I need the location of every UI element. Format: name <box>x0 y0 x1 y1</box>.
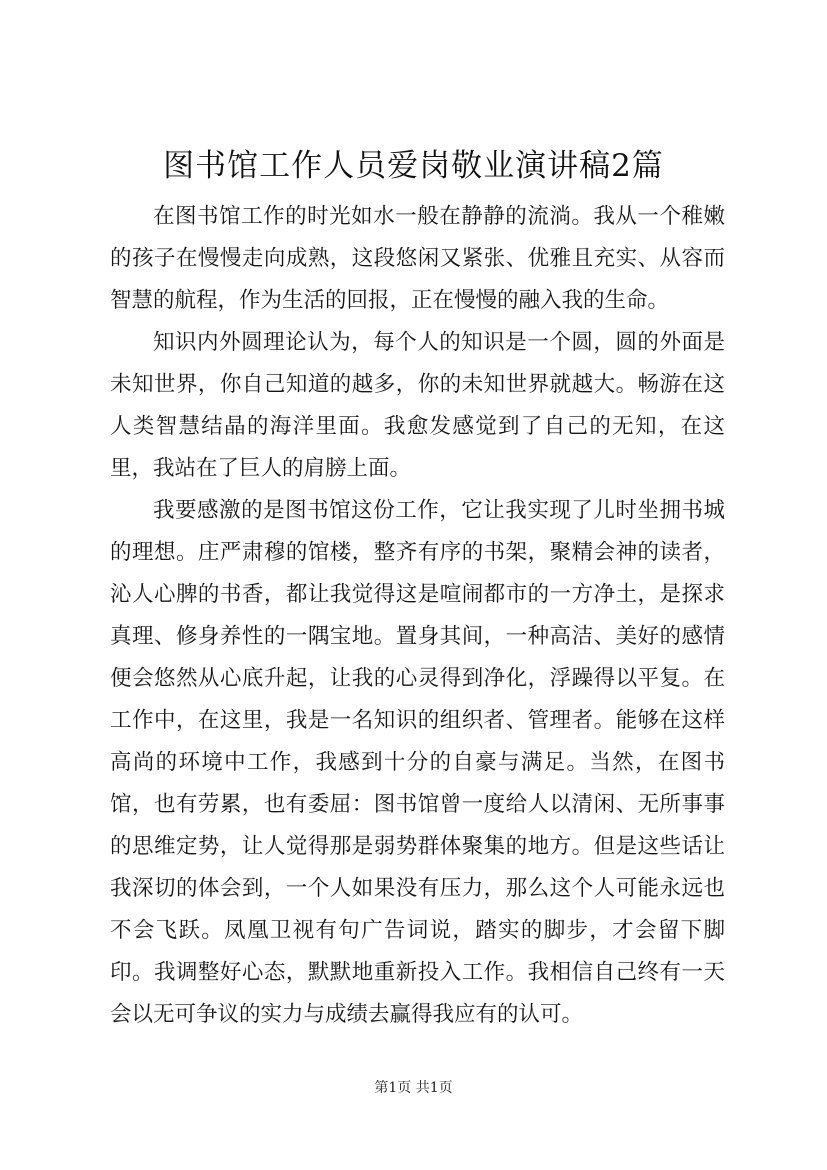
document-title: 图书馆工作人员爱岗敬业演讲稿2篇 <box>163 148 664 184</box>
paragraph-2: 知识内外圆理论认为，每个人的知识是一个圆，圆的外面是未知世界，你自己知道的越多，你的未知世界就越大。畅游在这人类智慧结晶的海洋里面。我愈发感觉到了自己的无知，在这里，我站在了巨人的肩膀上面。 <box>110 330 725 481</box>
paragraph-3: 我要感激的是图书馆这份工作，它让我实现了儿时坐拥书城的理想。庄严肃穆的馆楼，整齐有序的书架，聚精会神的读者，沁人心脾的书香，都让我觉得这是喧闹都市的一方净土，是探求真理、修身养性的一隅宝地。置身其间，一种高洁、美好的感情便会悠然从心底升起，让我的心灵得到净化，浮躁得以平复。在工作中，在这里，我是一名知识的组织者、管理者。能够在这样高尚的环境中工作，我感到十分的自豪与满足。当然，在图书馆，也有劳累，也有委屈：图书馆曾一度给人以清闲、无所事事的思维定势，让人觉得那是弱势群体聚集的地方。但是这些话让我深切的体会到，一个人如果没有压力，那么这个人可能永远也不会飞跃。凤凰卫视有句广告词说，踏实的脚步，才会留下脚印。我调整好心态，默默地重新投入工作。我相信自己终有一天会以无可争议的实力与成绩去赢得我应有的认可。 <box>110 498 725 1027</box>
document-body <box>110 196 725 1036</box>
paragraph-1: 在图书馆工作的时光如水一般在静静的流淌。我从一个稚嫩的孩子在慢慢走向成熟，这段悠闲又紧张、优雅且充实、从容而智慧的航程，作为生活的回报，正在慢慢的融入我的生命。 <box>110 204 725 313</box>
page-footer: 第1页 共1页 <box>374 1080 453 1096</box>
